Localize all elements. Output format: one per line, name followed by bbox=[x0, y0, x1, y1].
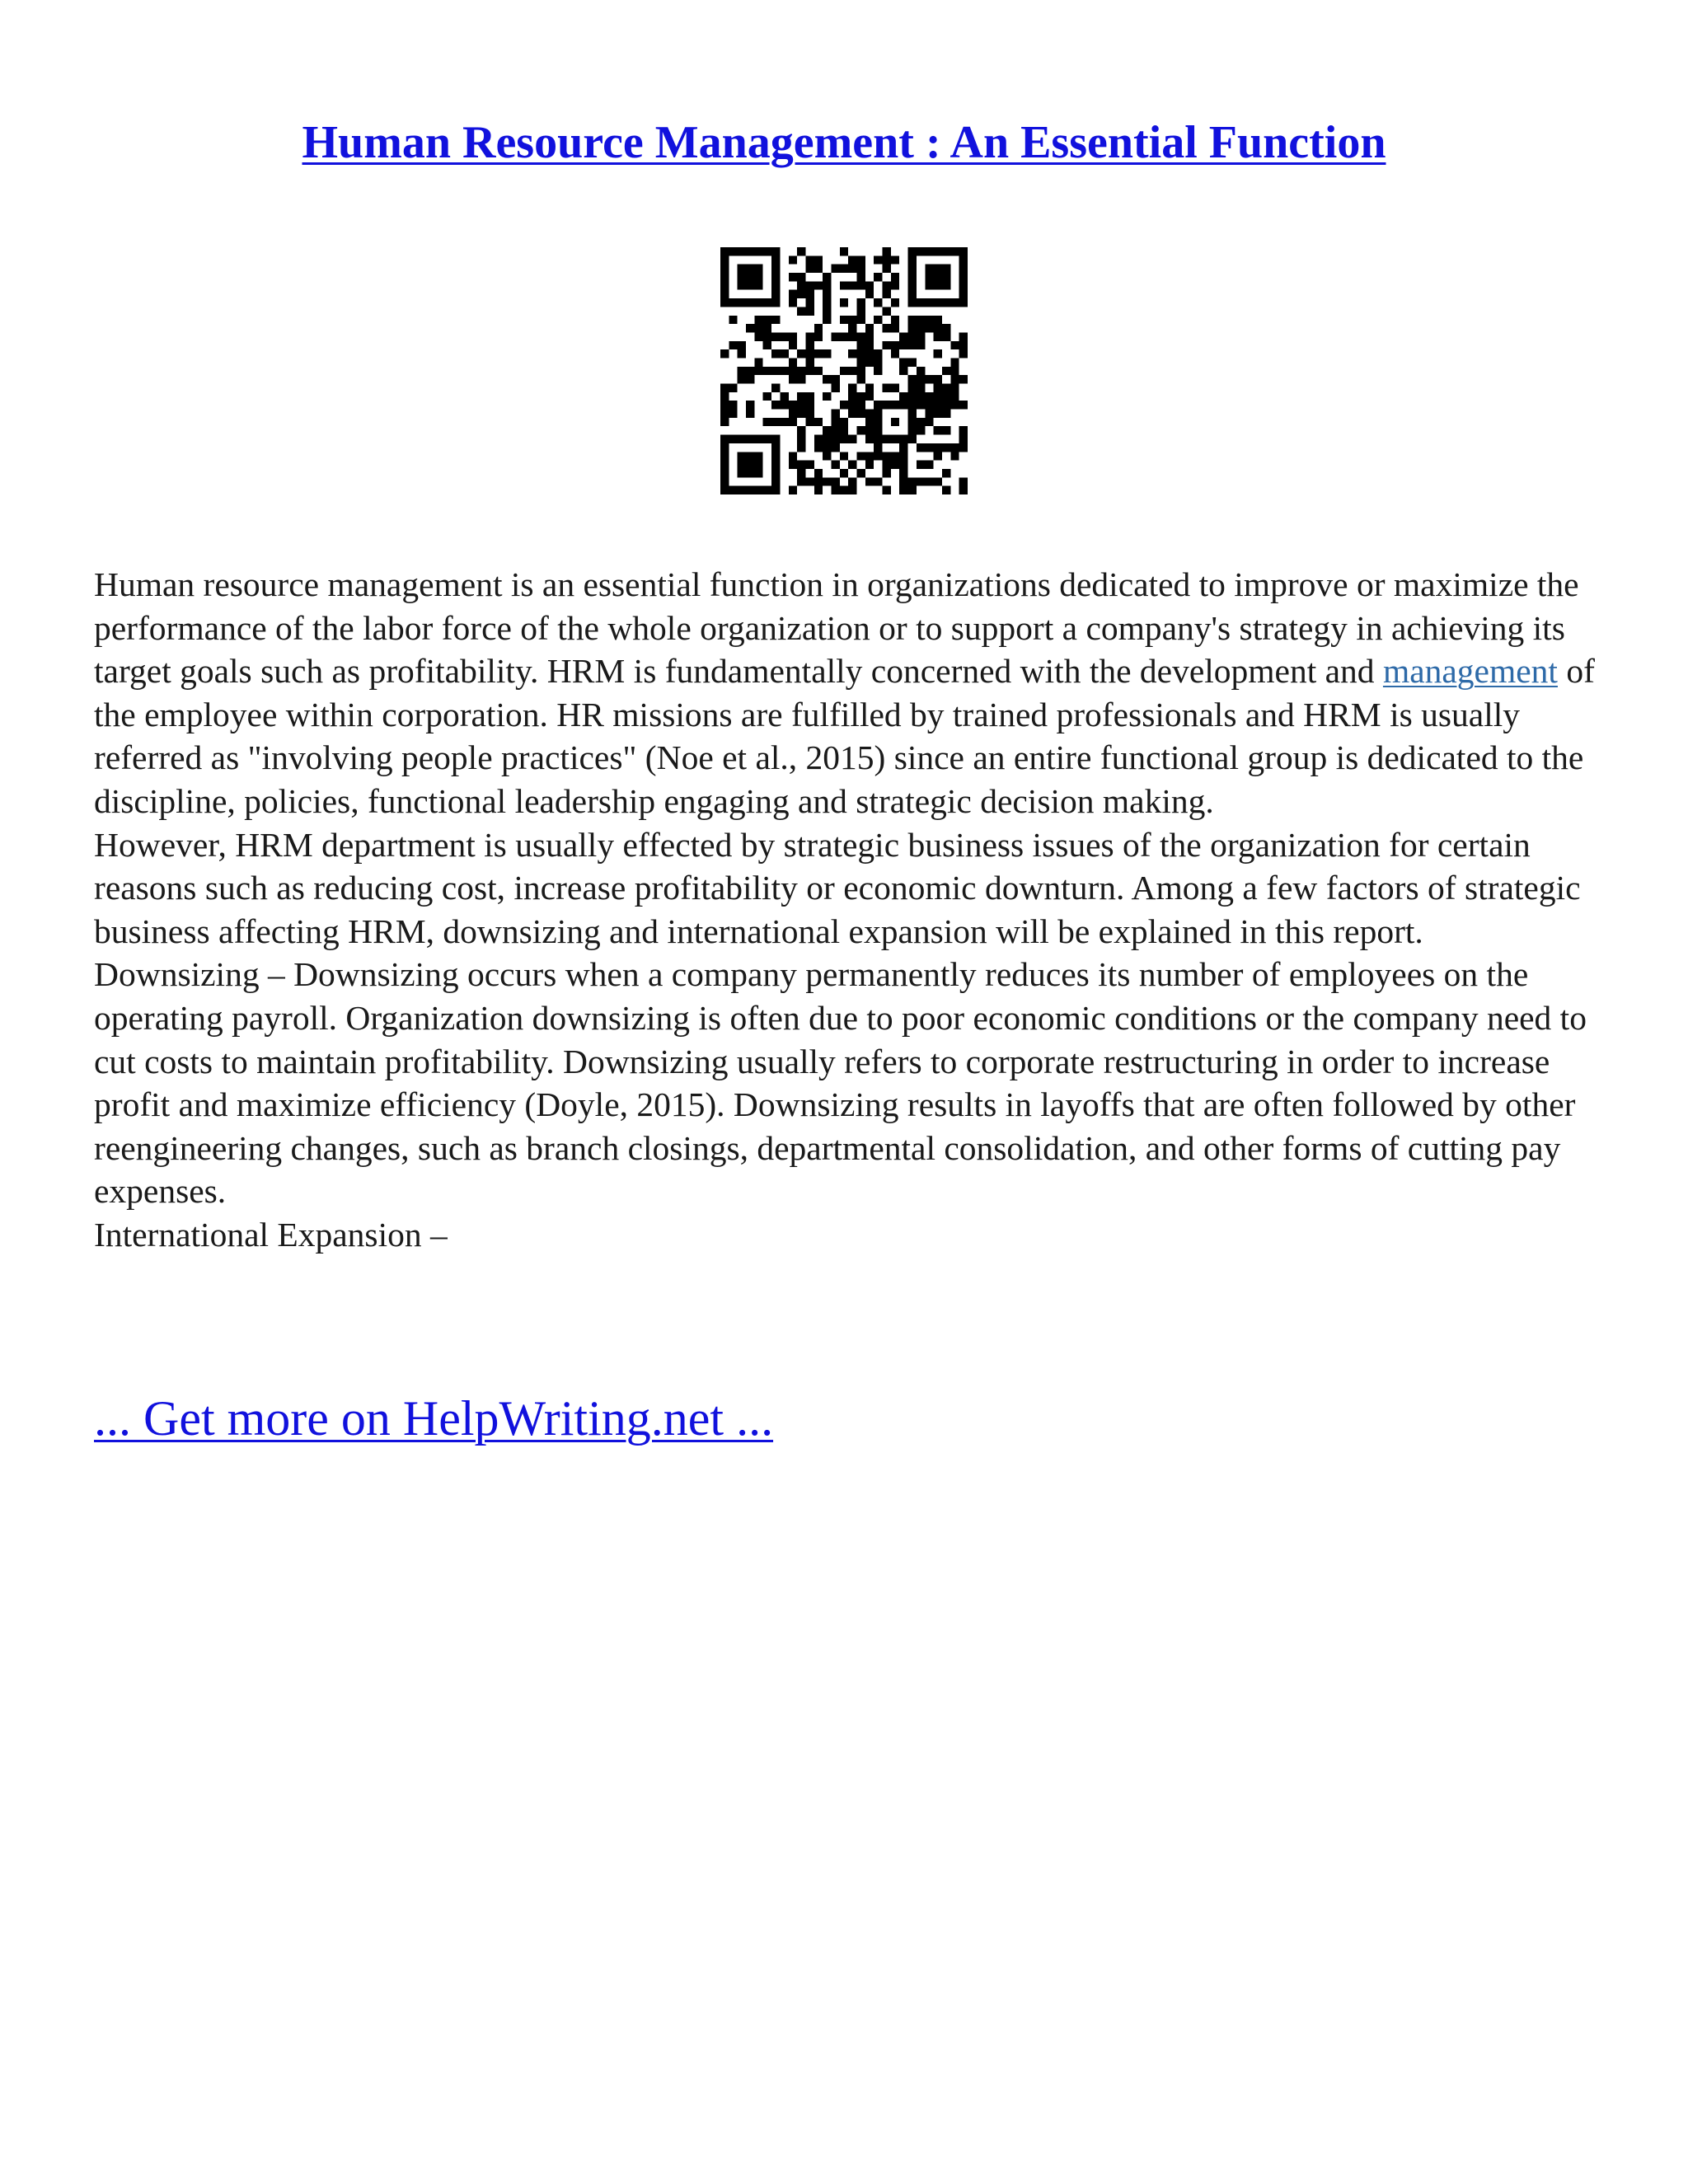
get-more-link[interactable]: ... Get more on HelpWriting.net ... bbox=[94, 1391, 774, 1446]
management-link[interactable]: management bbox=[1382, 652, 1558, 691]
document-body bbox=[94, 563, 1602, 1257]
paragraph-international-expansion: International Expansion – bbox=[94, 1215, 448, 1254]
qr-code-icon bbox=[720, 247, 968, 494]
paragraph-downsizing: Downsizing – Downsizing occurs when a company permanently reduces its number of employees on the operating payroll. Organization downsizing is often due to poor economic conditions or the company need to cut costs to maintain profitability. Downsizing usually refers to corporate restructuring in order to increase profit and maximize efficiency (Doyle, 2015). Downsizing results in layoffs that are often followed by other reengineering changes, such as branch closings, departmental consolidation, and other forms of cutting pay expenses. bbox=[94, 955, 1587, 1211]
paragraph-strategic-issues: However, HRM department is usually effected by strategic business issues of the organization for certain reasons such as reducing cost, increase profitability or economic downturn. Among a few factors of strategic business affecting HRM, downsizing and international expansion will be explained in this report. bbox=[94, 825, 1581, 950]
document-title-link[interactable]: Human Resource Management : An Essential Function bbox=[302, 117, 1386, 168]
paragraph-intro: Human resource management is an essential function in organizations dedicated to improve or maximize the performance of the labor force of the whole organization or to support a company's strategy in achieving its target goals such as profitability. HRM is fundamentally concerned with the development and management of the employee within corporation. HR missions are fulfilled by trained professionals and HRM is usually referred as "involving people practices" (Noe et al., 2015) since an entire functional group is dedicated to the discipline, policies, functional leadership engaging and strategic decision making. bbox=[94, 565, 1595, 820]
